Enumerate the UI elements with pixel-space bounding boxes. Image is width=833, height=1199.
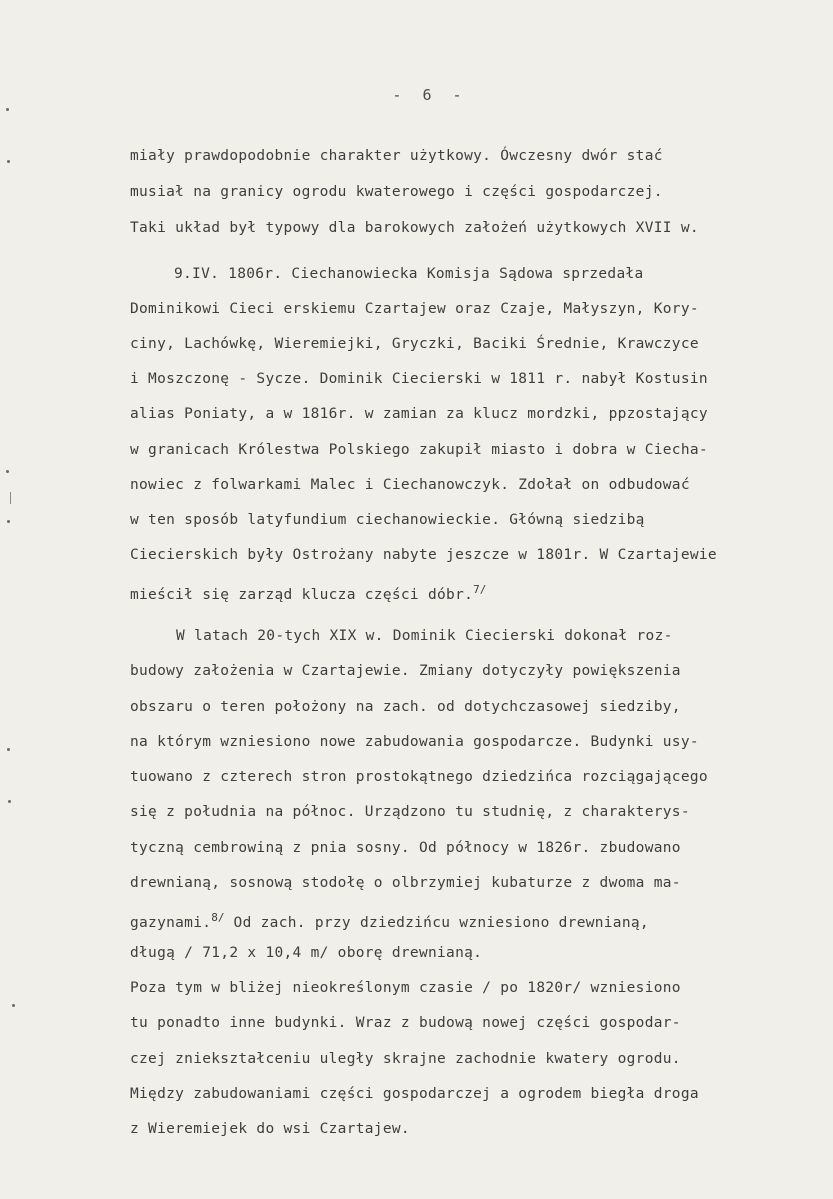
text-line: alias Poniaty, a w 1816r. w zamian za klucz mordzki, ppzostający	[130, 406, 708, 422]
margin-mark	[7, 748, 10, 751]
text-line: z Wieremiejek do wsi Czartajew.	[130, 1121, 410, 1137]
page-number: - 6 -	[392, 86, 468, 104]
text-line: w granicach Królestwa Polskiego zakupił miasto i dobra w Ciecha-	[130, 442, 708, 458]
text-line: się z południa na północ. Urządzono tu studnię, z charakterys-	[130, 804, 690, 820]
text-line: ciny, Lachówkę, Wieremiejki, Gryczki, Baciki Średnie, Krawczyce	[130, 336, 699, 352]
text-line: budowy założenia w Czartajewie. Zmiany dotyczyły powiększenia	[130, 663, 681, 679]
text-line: drewnianą, sosnową stodołę o olbrzymiej kubaturze z dwoma ma-	[130, 875, 681, 891]
text-line: gazynami.$^{8/}$ Od zach. przy dziedzińcu wzniesiono drewnianą,	[130, 911, 649, 931]
text-line: Ciecierskich były Ostrożany nabyte jeszcze w 1801r. W Czartajewie	[130, 547, 717, 563]
text-line: Między zabudowaniami części gospodarczej a ogrodem biegła droga	[130, 1086, 699, 1102]
margin-mark	[8, 800, 11, 803]
margin-mark	[7, 520, 10, 523]
text-line: nowiec z folwarkami Malec i Ciechanowczyk. Zdołał on odbudować	[130, 477, 690, 493]
text-line: obszaru o teren położony na zach. od dotychczasowej siedziby,	[130, 699, 681, 715]
text-line: tuowano z czterech stron prostokątnego dziedzińca rozciągającego	[130, 769, 708, 785]
text-line: W latach 20-tych XIX w. Dominik Ciecierski dokonał roz-	[176, 628, 673, 644]
footnote-ref: 8/	[211, 911, 225, 924]
text-line: tu ponadto inne budynki. Wraz z budową nowej części gospodar-	[130, 1015, 681, 1031]
text-line: mieścił się zarząd klucza części dóbr.$^{7/}$	[130, 583, 487, 603]
text-line: 9.IV. 1806r. Ciechanowiecka Komisja Sądowa sprzedała	[174, 266, 644, 282]
margin-mark	[12, 1004, 15, 1007]
text-line: Dominikowi Cieci erskiemu Czartajew oraz Czaje, Małyszyn, Kory-	[130, 301, 699, 317]
text-line: Taki układ był typowy dla barokowych założeń użytkowych XVII w.	[130, 220, 699, 236]
text-line: tyczną cembrowiną z pnia sosny. Od północy w 1826r. zbudowano	[130, 840, 681, 856]
text-line: i Moszczonę - Sycze. Dominik Ciecierski w 1811 r. nabył Kostusin	[130, 371, 708, 387]
margin-mark	[6, 108, 9, 111]
text-line: musiał na granicy ogrodu kwaterowego i części gospodarczej.	[130, 184, 663, 200]
text-line: na którym wzniesiono nowe zabudowania gospodarcze. Budynki usy-	[130, 734, 699, 750]
margin-mark	[7, 160, 10, 163]
text-line: miały prawdopodobnie charakter użytkowy. Ówczesny dwór stać	[130, 148, 663, 164]
text-line: w ten sposób latyfundium ciechanowieckie. Główną siedzibą	[130, 512, 645, 528]
margin-mark	[10, 492, 11, 504]
margin-mark	[6, 470, 9, 473]
text-line: Poza tym w bliżej nieokreślonym czasie / po 1820r/ wzniesiono	[130, 980, 681, 996]
footnote-ref: 7/	[473, 583, 487, 596]
text-line: długą / 71,2 x 10,4 m/ oborę drewnianą.	[130, 945, 483, 961]
text-line: czej zniekształceniu uległy skrajne zachodnie kwatery ogrodu.	[130, 1051, 681, 1067]
